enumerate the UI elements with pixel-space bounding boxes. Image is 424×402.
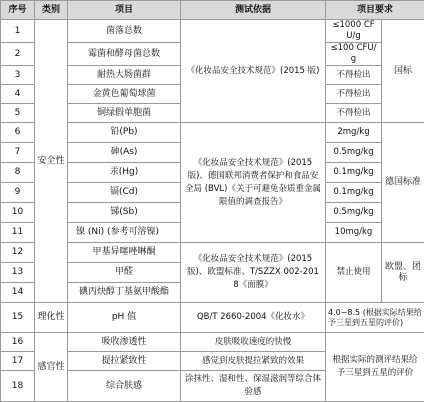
row-requirement: 2mg/kg: [326, 123, 382, 143]
basis-firm: 感觉到皮肤提拉紧致的效果: [181, 352, 326, 371]
row-no: 5: [1, 104, 35, 123]
row-no: 8: [1, 163, 35, 183]
row-item: 提拉紧致性: [68, 352, 181, 371]
row-no: 17: [1, 352, 35, 371]
standard-national: 国标: [382, 20, 424, 123]
row-no: 10: [1, 203, 35, 223]
row-no: 6: [1, 123, 35, 143]
header-basis: 测试依据: [181, 1, 326, 20]
basis-feel: 涂抹性、湿和性、保湿滋润等综合体验感: [181, 371, 326, 402]
row-item: 甲醛: [68, 263, 181, 283]
row-no: 13: [1, 263, 35, 283]
row-item: 霉菌和酵母菌总数: [68, 43, 181, 66]
basis-ph: QB/T 2660-2004《化妆水》: [181, 303, 326, 333]
row-item: 镉(Cd): [68, 183, 181, 203]
row-item: 甲基异噻唑啉酮: [68, 243, 181, 263]
row-item: 汞(Hg): [68, 163, 181, 183]
row-requirement: 10mg/kg: [326, 223, 382, 243]
row-item: 砷(As): [68, 143, 181, 163]
category-physchem: 理化性: [35, 303, 68, 333]
row-requirement: 0.1mg/kg: [326, 183, 382, 203]
row-no: 11: [1, 223, 35, 243]
category-sensory: 感官性: [35, 333, 68, 402]
row-no: 2: [1, 43, 35, 66]
row-requirement: 不得检出: [326, 85, 382, 104]
row-item: 金黄色葡萄球菌: [68, 85, 181, 104]
row-item: 铜绿假单胞菌: [68, 104, 181, 123]
row-no: 16: [1, 333, 35, 352]
header-no: 序号: [1, 1, 35, 20]
table-header-row: [1, 1, 424, 20]
row-requirement: 0.5mg/kg: [326, 143, 382, 163]
row-no: 15: [1, 303, 35, 333]
row-requirement: ≤100 CFU/g: [326, 43, 382, 66]
row-requirement: 0.5mg/kg: [326, 203, 382, 223]
header-requirement: 项目要求: [326, 1, 424, 20]
row-requirement: 0.1mg/kg: [326, 163, 382, 183]
row-item: pH 值: [68, 303, 181, 333]
row-no: 3: [1, 66, 35, 85]
row-no: 14: [1, 283, 35, 303]
row-item: 耐热大肠菌群: [68, 66, 181, 85]
row-no: 7: [1, 143, 35, 163]
basis-preservatives: 《化妆品安全技术规范》(2015版)、欧盟标准、T/SZZX 002-2018《面膜》: [181, 243, 326, 303]
requirement-prohibited: 禁止使用: [326, 243, 382, 303]
row-no: 9: [1, 183, 35, 203]
header-item: 项目: [68, 1, 181, 20]
header-category: 类别: [35, 1, 68, 20]
row-requirement: 4.0~8.5 (根据实际结果给予三星到五星的评价): [326, 303, 424, 333]
category-safety: 安全性: [35, 20, 68, 303]
row-item: 锑(Sb): [68, 203, 181, 223]
row-no: 18: [1, 371, 35, 402]
row-item: 碘丙炔醇丁基氨甲酸酯: [68, 283, 181, 303]
row-item: 吸收渗透性: [68, 333, 181, 352]
table-row: [1, 333, 424, 352]
row-item: 综合肤感: [68, 371, 181, 402]
row-requirement: ≤1000 CFU/g: [326, 20, 382, 43]
standard-eu-group: 欧盟、团标: [382, 243, 424, 303]
sensory-evaluation: 根据实际的测评结果给予三星到五星的评价: [326, 333, 424, 402]
row-no: 4: [1, 85, 35, 104]
row-requirement: 不得检出: [326, 104, 382, 123]
table-row: [1, 20, 424, 43]
row-item: 铅(Pb): [68, 123, 181, 143]
row-item: 镍 (Ni) (参考可溶镍): [68, 223, 181, 243]
basis-micro: 《化妆品安全技术规范》(2015 版): [181, 20, 326, 123]
basis-absorb: 皮肤吸收速度的快慢: [181, 333, 326, 352]
standard-german: 德国标准: [382, 123, 424, 243]
basis-metals: 《化妆品安全技术规范》(2015 版)、德国联邦消费者保护和食品安全局 (BVL)《关于可避免杂质重金属限值的调查报告》: [181, 123, 326, 243]
table-row: [1, 303, 424, 333]
row-requirement: 不得检出: [326, 66, 382, 85]
row-item: 菌落总数: [68, 20, 181, 43]
row-no: 12: [1, 243, 35, 263]
row-no: 1: [1, 20, 35, 43]
